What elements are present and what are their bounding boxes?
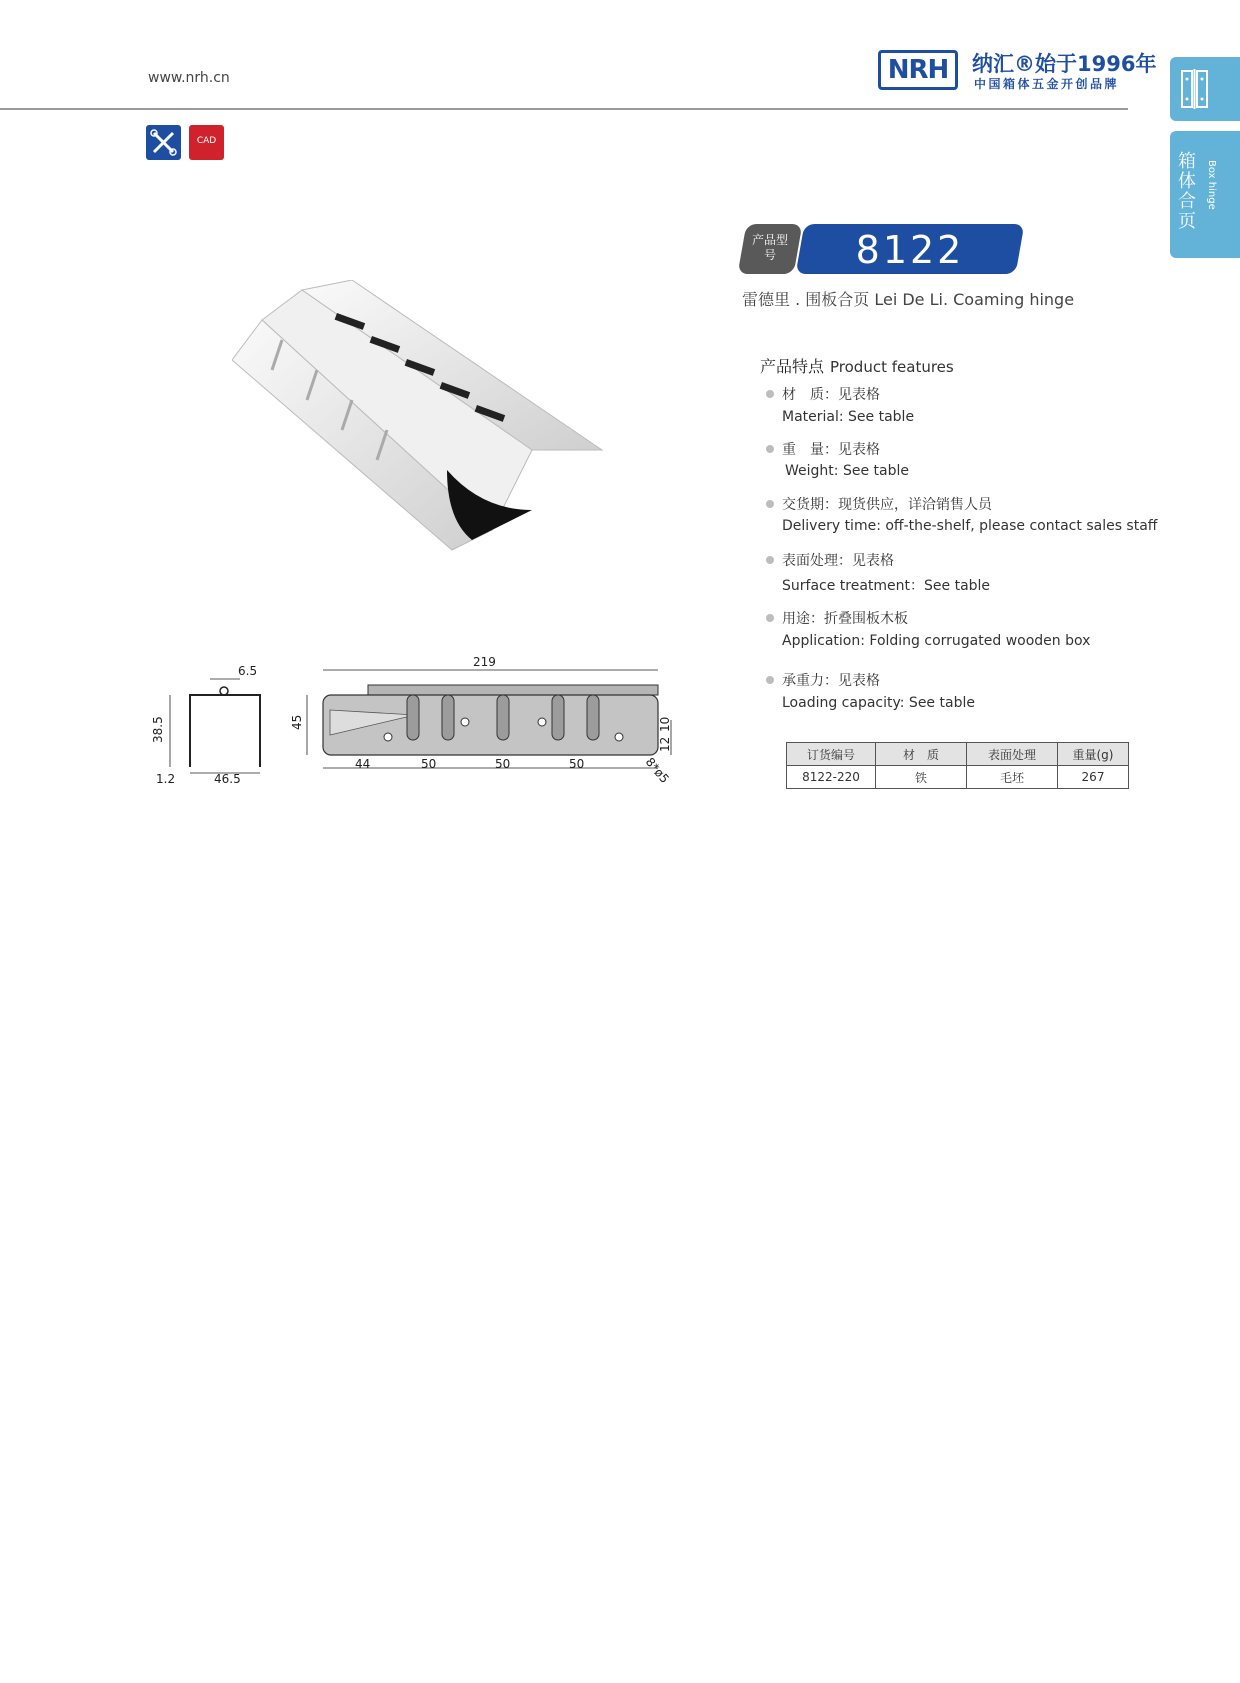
side-view-drawing: [150, 655, 275, 795]
dim-d3: 50: [495, 757, 511, 771]
table-header-row: [787, 743, 1129, 766]
dim-length: 219: [473, 655, 496, 669]
feature-item-material-en: Material: See table: [782, 409, 915, 425]
tools-icon[interactable]: [146, 125, 181, 160]
table-cell: 8122-220: [787, 766, 876, 789]
front-view-drawing: [285, 650, 680, 795]
hinge-tab[interactable]: [1170, 57, 1240, 121]
cad-label: CAD: [196, 136, 217, 146]
dim-h1: 10: [658, 716, 672, 732]
dim-front-height: 45: [290, 714, 304, 730]
brand-subtitle: 中国箱体五金开创品牌: [974, 77, 1120, 91]
feature-item-material-cn: 材 质：见表格: [782, 387, 880, 403]
model-label: 产品型号: [752, 233, 789, 262]
dim-top: 6.5: [238, 664, 258, 678]
dim-d2: 50: [421, 757, 437, 771]
bullet-icon: [766, 676, 774, 684]
table-header: 表面处理: [967, 743, 1058, 766]
dim-d1: 44: [355, 757, 371, 771]
feature-item-capacity-cn: 承重力：见表格: [782, 673, 880, 689]
dim-holes: 8*ø5: [642, 754, 672, 786]
product-photo: [232, 280, 612, 570]
features-title-en: Product features: [830, 358, 954, 376]
site-url[interactable]: www.nrh.cn: [148, 70, 230, 86]
features-title: [760, 354, 954, 377]
bullet-icon: [766, 500, 774, 508]
feature-item-application-en: Application: Folding corrugated wooden box: [782, 633, 1091, 649]
dim-width: 46.5: [214, 772, 241, 786]
dim-thickness: 1.2: [156, 772, 176, 786]
category-label-en: Box hinge: [1206, 160, 1217, 210]
bullet-icon: [766, 390, 774, 398]
spec-table: [786, 742, 1129, 789]
feature-item-surface-en: Surface treatment：See table: [782, 578, 991, 594]
category-label-cn: 箱体合页: [1178, 151, 1196, 232]
feature-item-application-cn: 用途：折叠围板木板: [782, 611, 908, 627]
feature-item-weight-cn: 重 量：见表格: [782, 442, 880, 458]
table-header: 订货编号: [787, 743, 876, 766]
table-header: 材 质: [876, 743, 967, 766]
hinge-icon: [1170, 57, 1240, 121]
feature-item-surface-cn: 表面处理：见表格: [782, 553, 894, 569]
feature-item-weight-en: Weight: See table: [785, 463, 909, 479]
bullet-icon: [766, 556, 774, 564]
table-header: 重量(g): [1058, 743, 1129, 766]
dim-d4: 50: [569, 757, 585, 771]
feature-item-delivery-en: Delivery time: off-the-shelf, please contact sales staff: [782, 518, 1158, 534]
bullet-icon: [766, 445, 774, 453]
dim-height: 38.5: [151, 716, 165, 743]
dim-h2: 12: [658, 736, 672, 752]
table-cell: 毛坯: [967, 766, 1058, 789]
model-number: 8122: [855, 228, 965, 272]
table-row: [787, 766, 1129, 789]
feature-item-capacity-en: Loading capacity: See table: [782, 695, 975, 711]
header-divider: [0, 108, 1128, 110]
bullet-icon: [766, 614, 774, 622]
brand-logo: NRH: [878, 50, 958, 90]
table-cell: 铁: [876, 766, 967, 789]
feature-item-delivery-cn: 交货期：现货供应，详洽销售人员: [782, 497, 992, 513]
table-cell: 267: [1058, 766, 1129, 789]
cad-download-icon[interactable]: [189, 125, 224, 160]
features-title-cn: 产品特点: [760, 357, 825, 376]
product-name: 雷德里 . 围板合页 Lei De Li. Coaming hinge: [742, 290, 1075, 309]
brand-slogan: 纳汇®始于1996年: [972, 52, 1157, 76]
